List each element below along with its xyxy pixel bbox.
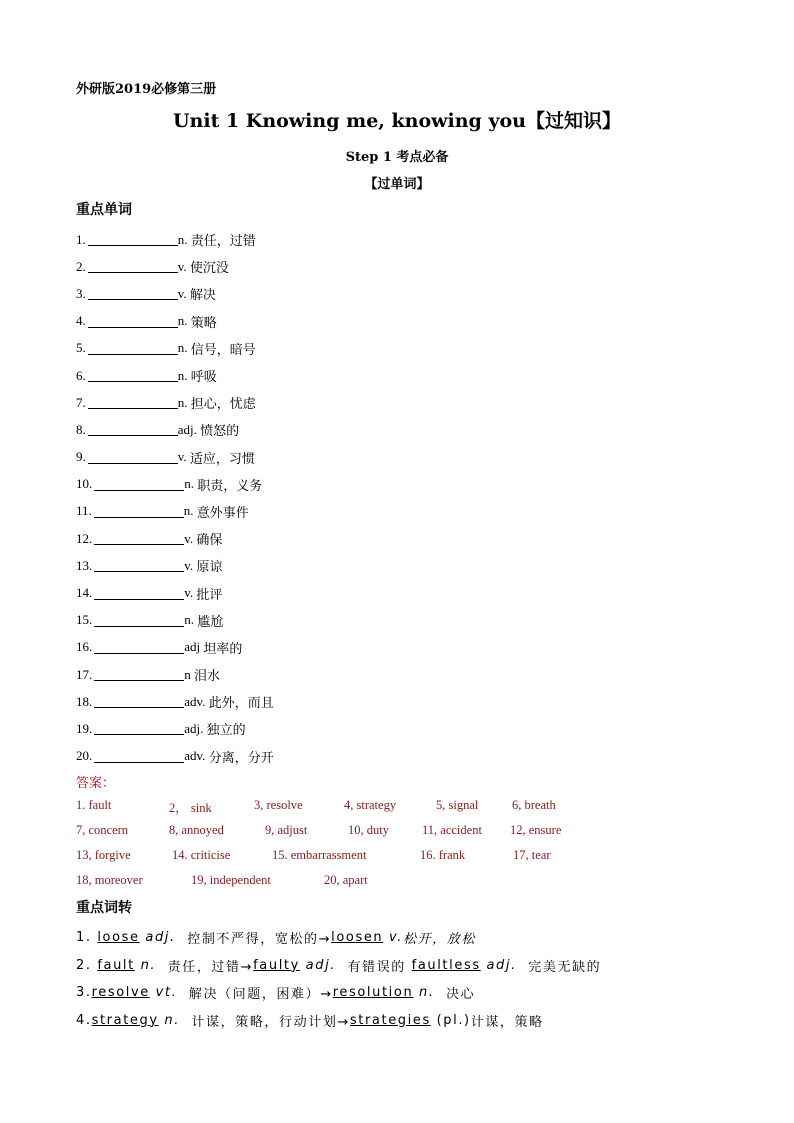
answer-item: 11, accident (422, 823, 482, 837)
answer-item: 2， sink (169, 801, 212, 815)
vocab-item: 14. v. 批评 (76, 585, 223, 603)
answer-blank[interactable] (94, 587, 184, 600)
vocab-item: 13. v. 原谅 (76, 557, 223, 576)
answer-item: 10, duty (348, 823, 389, 837)
answer-item: 1. fault (76, 798, 112, 812)
answer-blank[interactable] (94, 641, 184, 654)
answer-item: 8, annoyed (169, 823, 224, 837)
answer-blank[interactable] (88, 396, 178, 409)
answer-blank[interactable] (88, 423, 178, 436)
vocab-item: 5. n. 信号，暗号 (76, 340, 256, 358)
answer-item: 20, apart (324, 873, 368, 887)
vocab-item: 6. n. 呼吸 (76, 367, 217, 386)
vocab-item: 1. n. 责任，过错 (76, 231, 256, 250)
derived-word: faultless (411, 957, 481, 973)
answer-item: 15. embarrassment (272, 848, 367, 862)
answer-blank[interactable] (94, 532, 184, 545)
answer-item: 5, signal (436, 798, 479, 812)
answer-blank[interactable] (88, 342, 178, 355)
answer-blank[interactable] (94, 695, 184, 708)
answer-blank[interactable] (94, 668, 184, 681)
answer-item: 9, adjust (265, 823, 308, 837)
answer-blank[interactable] (88, 233, 178, 246)
derivation-list (76, 924, 601, 1034)
answer-blank[interactable] (94, 722, 184, 735)
edition-label: 外研版2019必修第三册 (76, 82, 217, 97)
answer-item: 19, independent (191, 873, 271, 887)
vocab-item: 19. adj. 独立的 (76, 720, 246, 739)
answer-item: 14. criticise (172, 848, 231, 862)
derived-word: faulty (253, 957, 300, 973)
derived-word: strategies (349, 1012, 431, 1028)
answer-blank[interactable] (88, 315, 178, 328)
vocab-item: 16. adj 坦率的 (76, 639, 243, 657)
vocab-item: 4. n. 策略 (76, 313, 217, 331)
derived-word: loosen (331, 930, 384, 946)
base-word: resolve (91, 985, 150, 1001)
answer-item: 18, moreover (76, 873, 143, 887)
answer-item: 13, forgive (76, 848, 131, 862)
vocab-item: 12. v. 确保 (76, 530, 223, 549)
answer-blank[interactable] (88, 451, 178, 464)
answer-label: 答案： (76, 776, 116, 791)
answer-item: 17, tear (513, 848, 551, 862)
derived-word: resolution (332, 985, 414, 1001)
answer-row (76, 848, 716, 873)
answer-blank[interactable] (94, 750, 184, 763)
answer-row (76, 873, 716, 898)
vocab-item: 9. v. 适应，习惯 (76, 449, 255, 467)
vocab-item: 10. n. 职责，义务 (76, 476, 263, 494)
vocab-item: 20. adv. 分离，分开 (76, 748, 274, 766)
vocab-item: 3. v. 解决 (76, 285, 216, 304)
base-word: fault (97, 957, 135, 973)
answer-blank[interactable] (88, 260, 178, 273)
answer-row (76, 823, 716, 848)
base-word: loose (97, 930, 140, 946)
vocab-item: 15. n. 尴尬 (76, 612, 224, 630)
step-heading: Step 1 考点必备 (345, 150, 449, 165)
answer-item: 7, concern (76, 823, 129, 837)
answer-blank[interactable] (94, 478, 184, 491)
vocab-item: 17. n 泪水 (76, 666, 221, 685)
answer-item: 3, resolve (254, 798, 303, 812)
answer-item: 4, strategy (344, 798, 397, 812)
answer-item: 6, breath (512, 798, 556, 812)
answer-blank[interactable] (88, 369, 178, 382)
answer-item: 16. frank (420, 848, 466, 862)
answer-blank[interactable] (94, 559, 184, 572)
answer-blank[interactable] (94, 614, 184, 627)
vocab-section-heading: 重点单词 (76, 202, 132, 218)
derivation-item: 3. resolve vt. 解决（问题，困难）→ resolution n. 决心 (76, 985, 476, 1003)
derivation-item: 4. strategy n. 计谋，策略，行动计划→ strategies (pl.) 计谋，策略 (76, 1012, 544, 1030)
vocab-item: 7. n. 担心，忧虑 (76, 394, 256, 413)
vocab-item: 8. adj. 愤怒的 (76, 421, 240, 440)
answer-key (76, 798, 716, 898)
answer-item: 12, ensure (510, 823, 562, 837)
derivation-item: 2. fault n. 责任，过错→ faulty adj. 有错误的 faultless adj. 完美无缺的 (76, 957, 602, 975)
base-word: strategy (91, 1012, 159, 1028)
answer-blank[interactable] (88, 287, 178, 300)
answer-row (76, 798, 716, 823)
vocab-item: 18. adv. 此外，而且 (76, 693, 274, 712)
vocab-list (76, 226, 274, 770)
answer-blank[interactable] (94, 505, 184, 518)
derivation-item: 1. loose adj. 控制不严得，宽松的→ loosen v. 松开，放松 (76, 930, 476, 948)
vocab-item: 2. v. 使沉没 (76, 258, 229, 277)
page-title: Unit 1 Knowing me, knowing you【过知识】 (172, 110, 621, 132)
derivation-section-heading: 重点词转 (76, 900, 132, 916)
vocab-subheading: 【过单词】 (364, 177, 430, 192)
vocab-item: 11. n. 意外事件 (76, 503, 249, 521)
